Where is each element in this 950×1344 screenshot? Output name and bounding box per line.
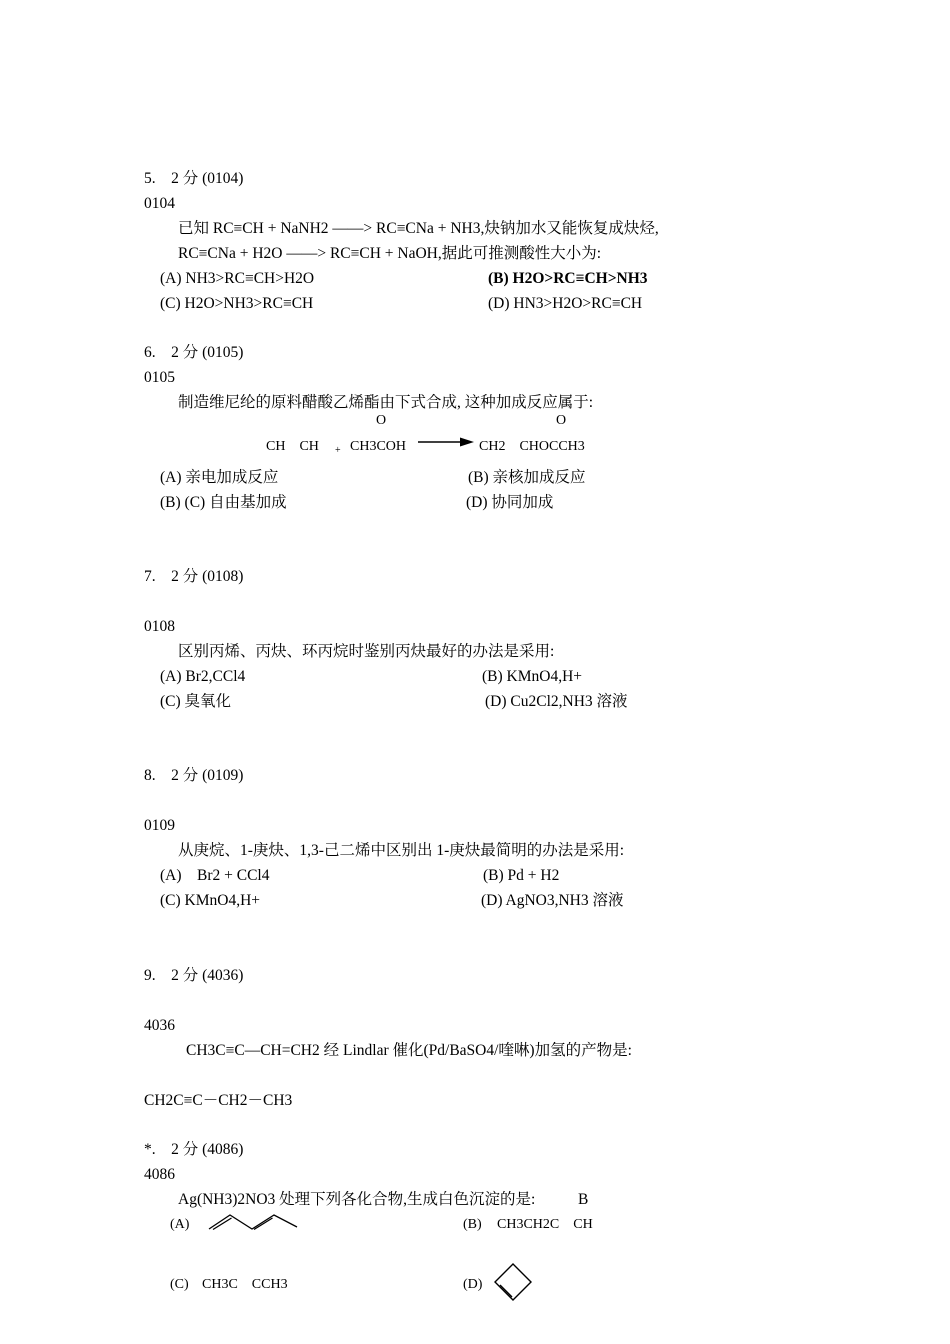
reactant-acetylene: CH CH bbox=[266, 439, 319, 454]
q10-header: *. 2 分 (4086) bbox=[144, 1141, 244, 1158]
q8-option-c: (C) KMnO4,H+ bbox=[160, 892, 261, 909]
q10-option-b-label: (B) bbox=[463, 1217, 482, 1232]
q5-stem-line1: 已知 RC≡CH + NaNH2 ——> RC≡CNa + NH3,炔钠加水又能恢复成炔烃, bbox=[178, 220, 659, 237]
cyclobutene-structure-icon bbox=[492, 1261, 534, 1303]
q7-option-c: (C) 臭氧化 bbox=[160, 693, 232, 710]
q8-option-d: (D) AgNO3,NH3 溶液 bbox=[481, 892, 624, 909]
q6-option-a: (A) 亲电加成反应 bbox=[160, 469, 279, 486]
q5-stem-line2: RC≡CNa + H2O ——> RC≡CH + NaOH,据此可推测酸性大小为: bbox=[178, 245, 602, 262]
q8-option-b: (B) Pd + H2 bbox=[483, 867, 560, 884]
q9-code: 4036 bbox=[144, 1017, 175, 1034]
q5-option-c: (C) H2O>NH3>RC≡CH bbox=[160, 295, 314, 312]
q9-stem: CH3C≡C—CH=CH2 经 Lindlar 催化(Pd/BaSO4/喹啉)加氢的产物是: bbox=[186, 1042, 632, 1059]
q5-option-b: (B) H2O>RC≡CH>NH3 bbox=[488, 270, 648, 287]
q6-header: 6. 2 分 (0105) bbox=[144, 344, 244, 361]
q7-option-b: (B) KMnO4,H+ bbox=[482, 668, 583, 685]
q10-option-c-label: (C) bbox=[170, 1277, 189, 1292]
q5-option-d: (D) HN3>H2O>RC≡CH bbox=[488, 295, 643, 312]
q10-option-a-label: (A) bbox=[170, 1217, 190, 1232]
carbonyl-oxygen-1: O bbox=[376, 413, 387, 428]
q5-code: 0104 bbox=[144, 195, 175, 212]
q7-option-d: (D) Cu2Cl2,NH3 溶液 bbox=[485, 693, 628, 710]
q6-option-c: (B) (C) 自由基加成 bbox=[160, 494, 287, 511]
q6-code: 0105 bbox=[144, 369, 175, 386]
q7-stem: 区别丙烯、丙炔、环丙烷时鉴别丙炔最好的办法是采用: bbox=[178, 643, 555, 660]
q7-code: 0108 bbox=[144, 618, 175, 635]
q10-option-b-formula: CH3CH2C CH bbox=[497, 1217, 593, 1232]
q8-stem: 从庚烷、1-庚炔、1,3-己二烯中区别出 1-庚炔最简明的办法是采用: bbox=[178, 842, 625, 859]
reaction-arrow-icon bbox=[418, 436, 474, 448]
q10-stem: Ag(NH3)2NO3 处理下列各化合物,生成白色沉淀的是: bbox=[178, 1191, 536, 1208]
q7-header: 7. 2 分 (0108) bbox=[144, 568, 244, 585]
q8-header: 8. 2 分 (0109) bbox=[144, 767, 244, 784]
plus-sign: + bbox=[335, 445, 341, 456]
q5-header: 5. 2 分 (0104) bbox=[144, 170, 244, 187]
q10-answer: B bbox=[578, 1191, 589, 1208]
q6-option-b: (B) 亲核加成反应 bbox=[468, 469, 586, 486]
q9-header: 9. 2 分 (4036) bbox=[144, 967, 244, 984]
reactant-acetic-acid: CH3COH bbox=[350, 439, 407, 454]
q8-option-a: (A) Br2 + CCl4 bbox=[160, 867, 270, 884]
product-vinyl-acetate: CH2 CHOCCH3 bbox=[479, 439, 585, 454]
q10-option-c-formula: CH3C CCH3 bbox=[202, 1277, 288, 1292]
pentadiene-structure-icon bbox=[205, 1209, 300, 1231]
q8-code: 0109 bbox=[144, 817, 175, 834]
q6-stem: 制造维尼纶的原料醋酸乙烯酯由下式合成, 这种加成反应属于: bbox=[178, 394, 594, 411]
q7-option-a: (A) Br2,CCl4 bbox=[160, 668, 246, 685]
q6-option-d: (D) 协同加成 bbox=[466, 494, 554, 511]
q10-option-d-label: (D) bbox=[463, 1277, 483, 1292]
q9-answer: CH2C≡C－CH2－CH3 bbox=[144, 1092, 293, 1109]
q10-code: 4086 bbox=[144, 1166, 175, 1183]
carbonyl-oxygen-2: O bbox=[556, 413, 567, 428]
q5-option-a: (A) NH3>RC≡CH>H2O bbox=[160, 270, 315, 287]
